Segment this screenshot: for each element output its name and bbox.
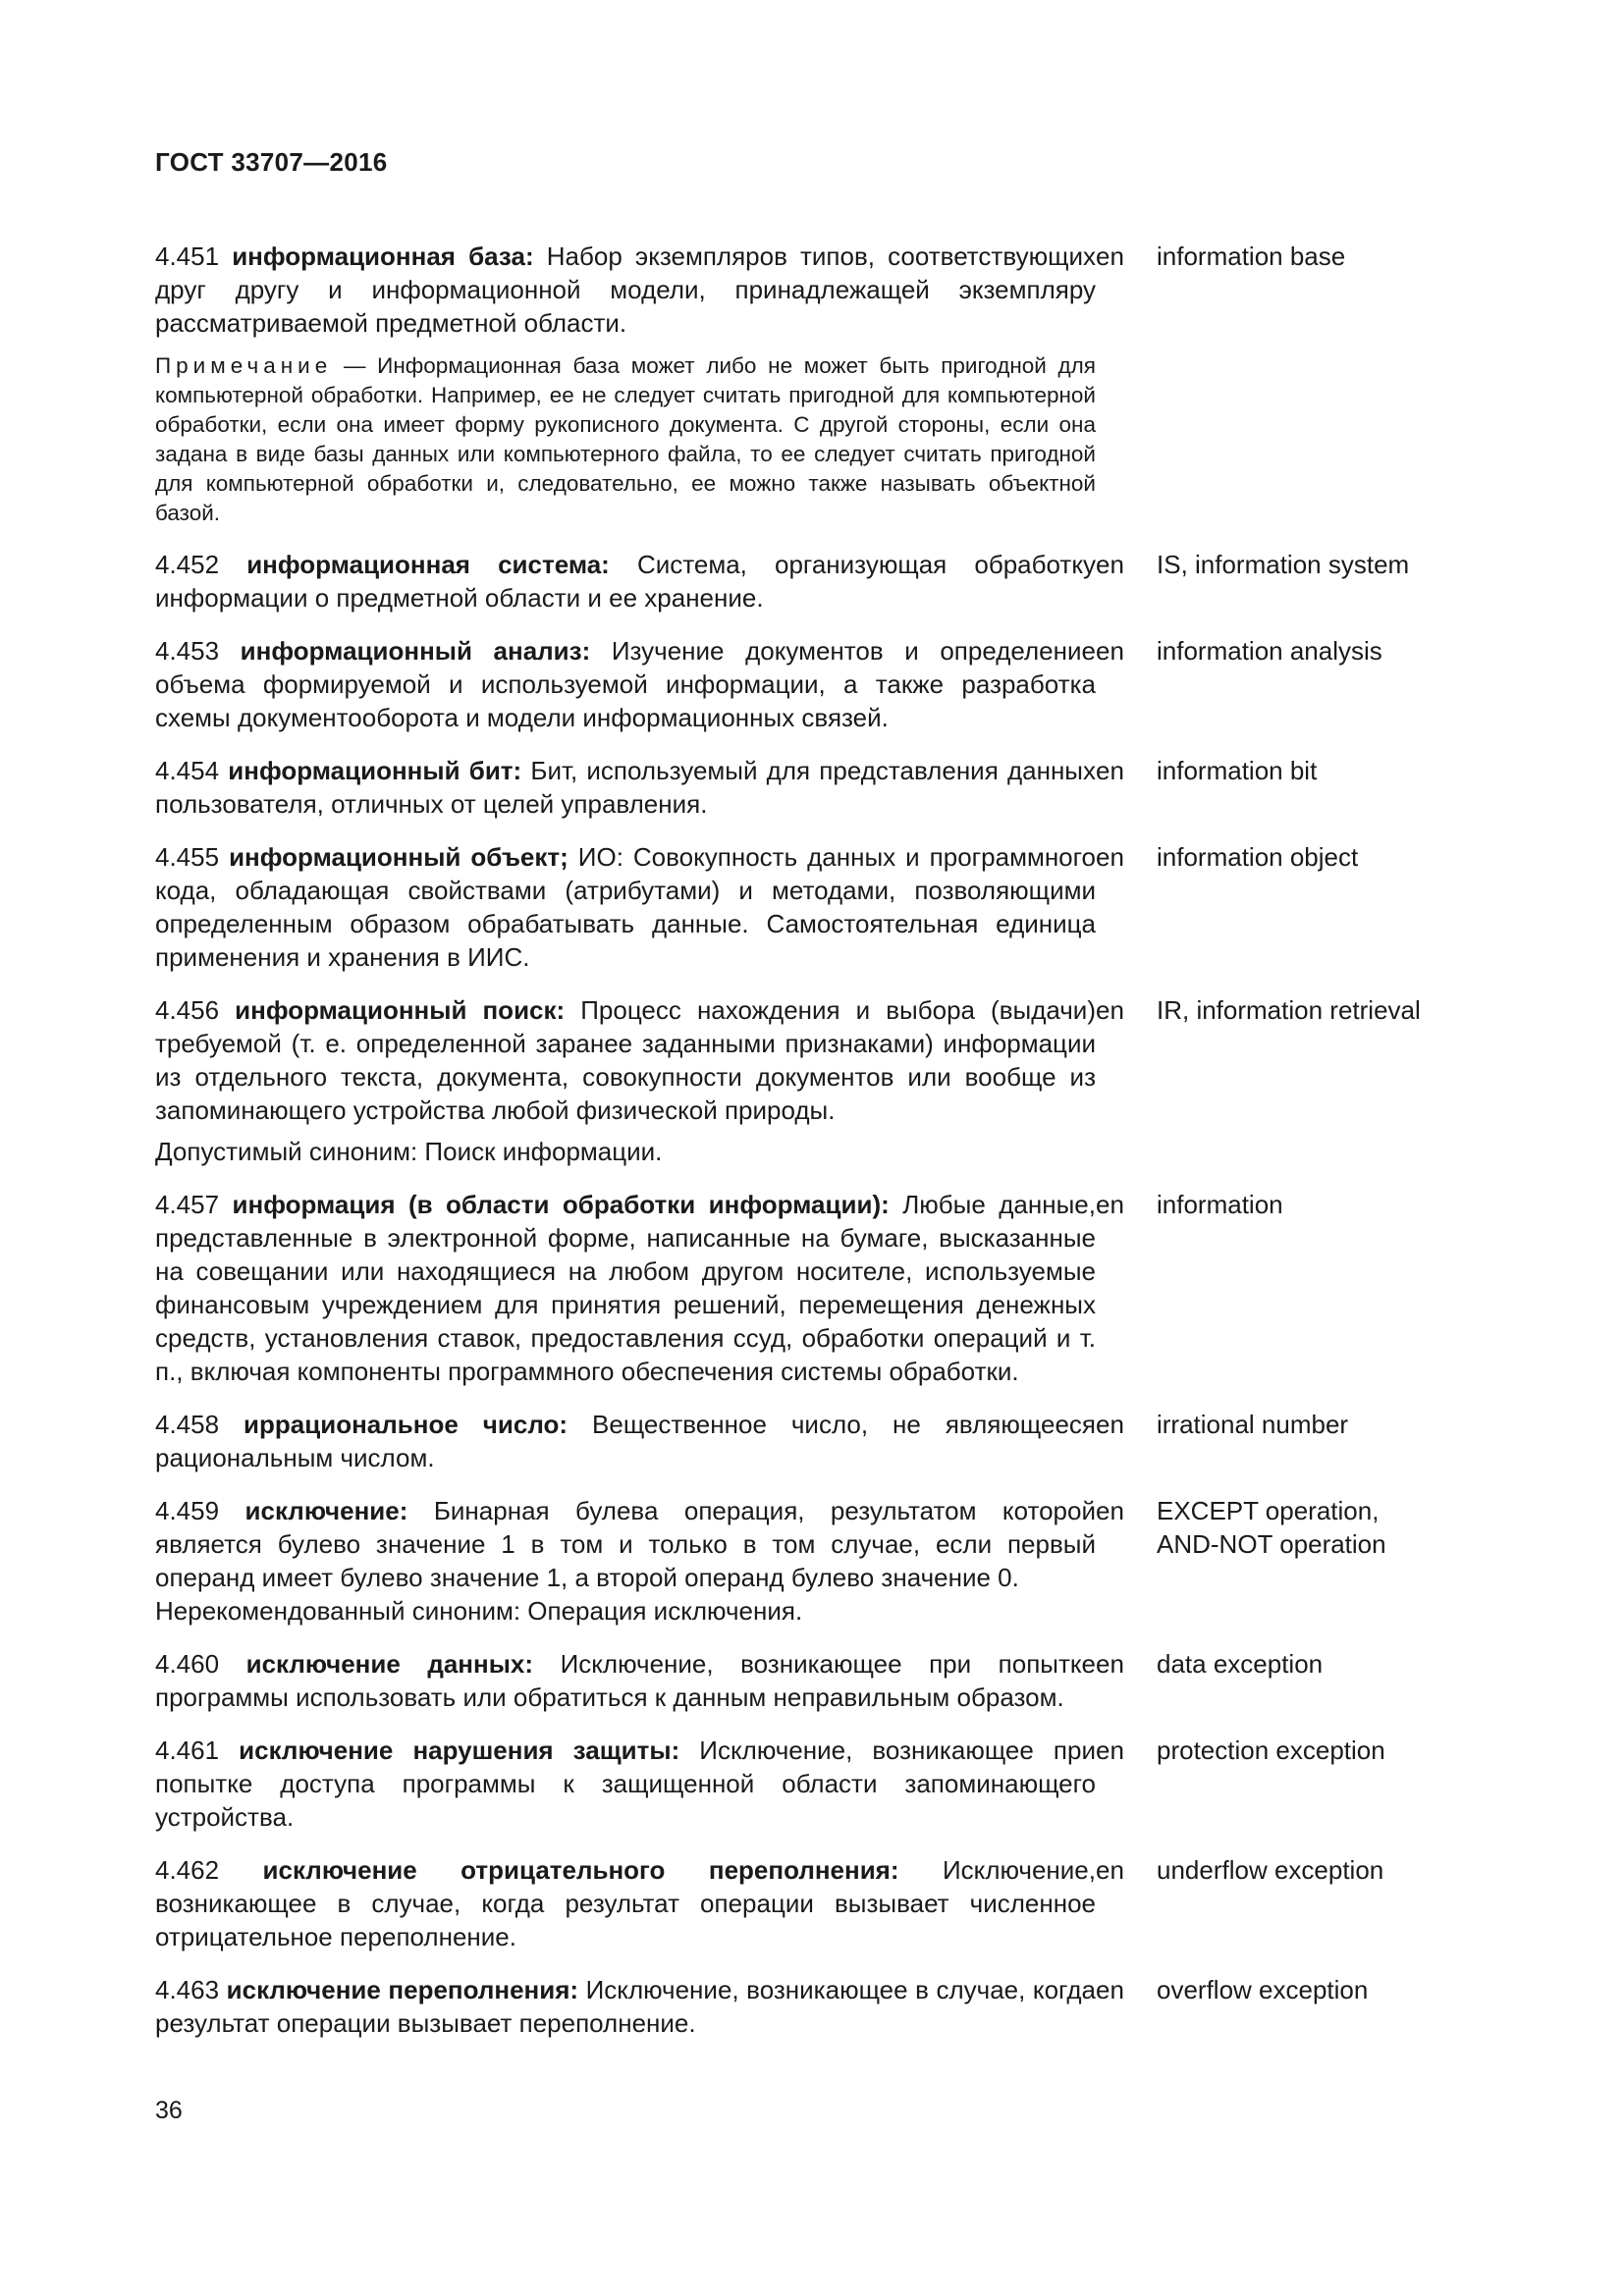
english-equivalent: information base (1157, 241, 1346, 271)
language-code (1096, 754, 1157, 787)
english-equivalent: underflow exception (1157, 1855, 1384, 1885)
term-name: иррациональное число: (244, 1410, 568, 1439)
english-equivalent: IR, information retrieval (1157, 995, 1421, 1025)
synonym-text: Нерекомендованный синоним: Операция исключения. (155, 1596, 803, 1626)
term-entry-4-452 (155, 548, 1530, 614)
language-code (1096, 993, 1157, 1027)
definition-text: Любые данные, представленные в электронной форме, написанные на бумаге, высказанные на совещании или находящиеся на любом другом носителе, используемые финансовым учреждением для принятия решений, перемещения денежных средств, установления ставок, предоставления ссуд, обработки операций и т. п., включая компоненты программного обеспечения системы обработки. (155, 1190, 1096, 1386)
language-code-text: en (1096, 995, 1124, 1025)
term-number: 4.462 (155, 1855, 220, 1885)
english-equivalent: information object (1157, 842, 1359, 872)
english-equivalent (1157, 1494, 1386, 1561)
term-name: исключение отрицательного переполнения: (262, 1855, 899, 1885)
term-number: 4.455 (155, 842, 220, 872)
definition-text: Изучение документов и определение объема формируемой и используемой информации, а также разработка схемы документооборота и модели информационных связей. (155, 636, 1096, 732)
language-code-text: en (1096, 636, 1124, 666)
term-name: информационная база: (232, 241, 534, 271)
term-definition (155, 1647, 1096, 1714)
english-equivalent: protection exception (1157, 1735, 1385, 1765)
term-name: информационный анализ: (240, 636, 591, 666)
term-definition (155, 634, 1096, 734)
term-entry-4-457 (155, 1188, 1530, 1388)
definition-text: Вещественное число, не являющееся рациональным числом. (155, 1410, 1096, 1472)
definition-text: Исключение, возникающее в случае, когда результат операции вызывает переполнение. (155, 1975, 1096, 2038)
english-equivalent: irrational number (1157, 1410, 1349, 1439)
definition-text: Набор экземпляров типов, соответствующих друг другу и информационной модели, принадлежащей экземпляру рассматриваемой предметной области. (155, 241, 1096, 338)
english-equivalent: data exception (1157, 1649, 1324, 1679)
term-definition (155, 240, 1096, 528)
definition-text: ИО: Совокупность данных и программного кода, обладающая свойствами (атрибутами) и методами, позволяющими определенным образом обрабатывать данные. Самостоятельная единица применения и хранения в ИИС. (155, 842, 1097, 972)
english-equivalent-line-2: AND-NOT operation (1157, 1529, 1386, 1559)
term-entry-4-453 (155, 634, 1530, 734)
language-code-text: en (1096, 1975, 1124, 2004)
term-entry-4-461 (155, 1734, 1530, 1834)
language-code (1096, 840, 1157, 874)
document-header: ГОСТ 33707—2016 (155, 147, 388, 177)
page-number: 36 (155, 2097, 183, 2124)
term-name: информационный бит: (228, 756, 522, 785)
term-number: 4.453 (155, 636, 220, 666)
language-code-text: en (1096, 756, 1124, 785)
language-code-text: en (1096, 1735, 1124, 1765)
term-number: 4.454 (155, 756, 220, 785)
term-definition (155, 1734, 1096, 1834)
english-equivalent: information analysis (1157, 636, 1382, 666)
english-equivalent: information bit (1157, 756, 1318, 785)
language-code-text: en (1096, 550, 1124, 579)
term-number: 4.463 (155, 1975, 220, 2004)
language-code (1096, 548, 1157, 581)
english-equivalent: information (1157, 1190, 1283, 1219)
definition-text: Исключение, возникающее при попытке доступа программы к защищенной области запоминающего устройства. (155, 1735, 1096, 1832)
term-number: 4.456 (155, 995, 220, 1025)
term-entry-4-455 (155, 840, 1530, 974)
term-entry-4-463 (155, 1973, 1530, 2040)
term-number: 4.460 (155, 1649, 220, 1679)
term-definition (155, 840, 1096, 974)
language-code-text: en (1096, 1496, 1124, 1525)
term-note (155, 351, 1096, 528)
english-equivalent: overflow exception (1157, 1975, 1369, 2004)
english-equivalent: IS, information system (1157, 550, 1410, 579)
term-entry-4-458 (155, 1408, 1530, 1474)
term-entry-4-451 (155, 240, 1530, 528)
language-code (1096, 240, 1157, 273)
language-code-text: en (1096, 1410, 1124, 1439)
note-text: — Информационная база может либо не может быть пригодной для компьютерной обработки. Например, ее не следует считать пригодной для компьютерной обработки, если она имеет форму рукописного документа. С другой стороны, если она задана в виде базы данных или компьютерного файла, то ее следует считать пригодной для компьютерной обработки и, следовательно, ее можно также называть объектной базой. (155, 353, 1096, 525)
definition-text: Исключение, возникающее при попытке программы использовать или обратиться к данным неправильным образом. (155, 1649, 1096, 1712)
term-name: информационная система: (246, 550, 610, 579)
language-code-text: en (1096, 1649, 1124, 1679)
definition-text: Исключение, возникающее в случае, когда результат операции вызывает численное отрицательное переполнение. (155, 1855, 1096, 1951)
language-code (1096, 1853, 1157, 1887)
language-code (1096, 1647, 1157, 1681)
term-number: 4.459 (155, 1496, 220, 1525)
term-entry-4-462 (155, 1853, 1530, 1953)
term-number: 4.451 (155, 241, 220, 271)
term-name: исключение нарушения защиты: (239, 1735, 680, 1765)
term-definition (155, 1408, 1096, 1474)
language-code-text: en (1096, 1855, 1124, 1885)
term-name: информация (в области обработки информации): (232, 1190, 890, 1219)
term-entry-4-459 (155, 1494, 1530, 1628)
term-name: исключение данных: (245, 1649, 534, 1679)
language-code (1096, 1494, 1157, 1527)
term-number: 4.458 (155, 1410, 220, 1439)
definition-text: Процесс нахождения и выбора (выдачи) требуемой (т. е. определенной заранее заданными признаками) информации из отдельного текста, документа, совокупности документов или вообще из запоминающего устройства любой физической природы. (155, 995, 1096, 1125)
term-definition (155, 1188, 1096, 1388)
definition-text: Бинарная булева операция, результатом которой является булево значение 1 в том и только в том случае, если первый операнд имеет булево значение 1, а второй операнд булево значение 0. (155, 1496, 1096, 1592)
language-code (1096, 634, 1157, 667)
term-definition (155, 1973, 1096, 2040)
term-entries (155, 240, 1530, 2059)
term-name: исключение переполнения: (226, 1975, 579, 2004)
language-code (1096, 1973, 1157, 2006)
term-number: 4.452 (155, 550, 220, 579)
language-code-text: en (1096, 241, 1124, 271)
term-name: информационный объект; (229, 842, 568, 872)
note-label: Примечание (155, 353, 333, 378)
term-name: исключение: (244, 1496, 408, 1525)
english-equivalent-line-1: EXCEPT operation, (1157, 1496, 1380, 1525)
term-number: 4.461 (155, 1735, 220, 1765)
term-number: 4.457 (155, 1190, 220, 1219)
term-definition (155, 1853, 1096, 1953)
definition-text: Бит, используемый для представления данных пользователя, отличных от целей управления. (155, 756, 1096, 819)
term-definition (155, 993, 1096, 1168)
term-definition (155, 754, 1096, 821)
language-code (1096, 1188, 1157, 1221)
language-code (1096, 1408, 1157, 1441)
language-code-text: en (1096, 1190, 1124, 1219)
term-definition (155, 548, 1096, 614)
term-entry-4-460 (155, 1647, 1530, 1714)
term-entry-4-456 (155, 993, 1530, 1168)
term-definition (155, 1494, 1096, 1628)
term-entry-4-454 (155, 754, 1530, 821)
synonym-text: Допустимый синоним: Поиск информации. (155, 1137, 663, 1166)
term-name: информационный поиск: (235, 995, 566, 1025)
language-code-text: en (1096, 842, 1124, 872)
definition-text: Система, организующая обработку информации о предметной области и ее хранение. (155, 550, 1096, 613)
language-code (1096, 1734, 1157, 1767)
